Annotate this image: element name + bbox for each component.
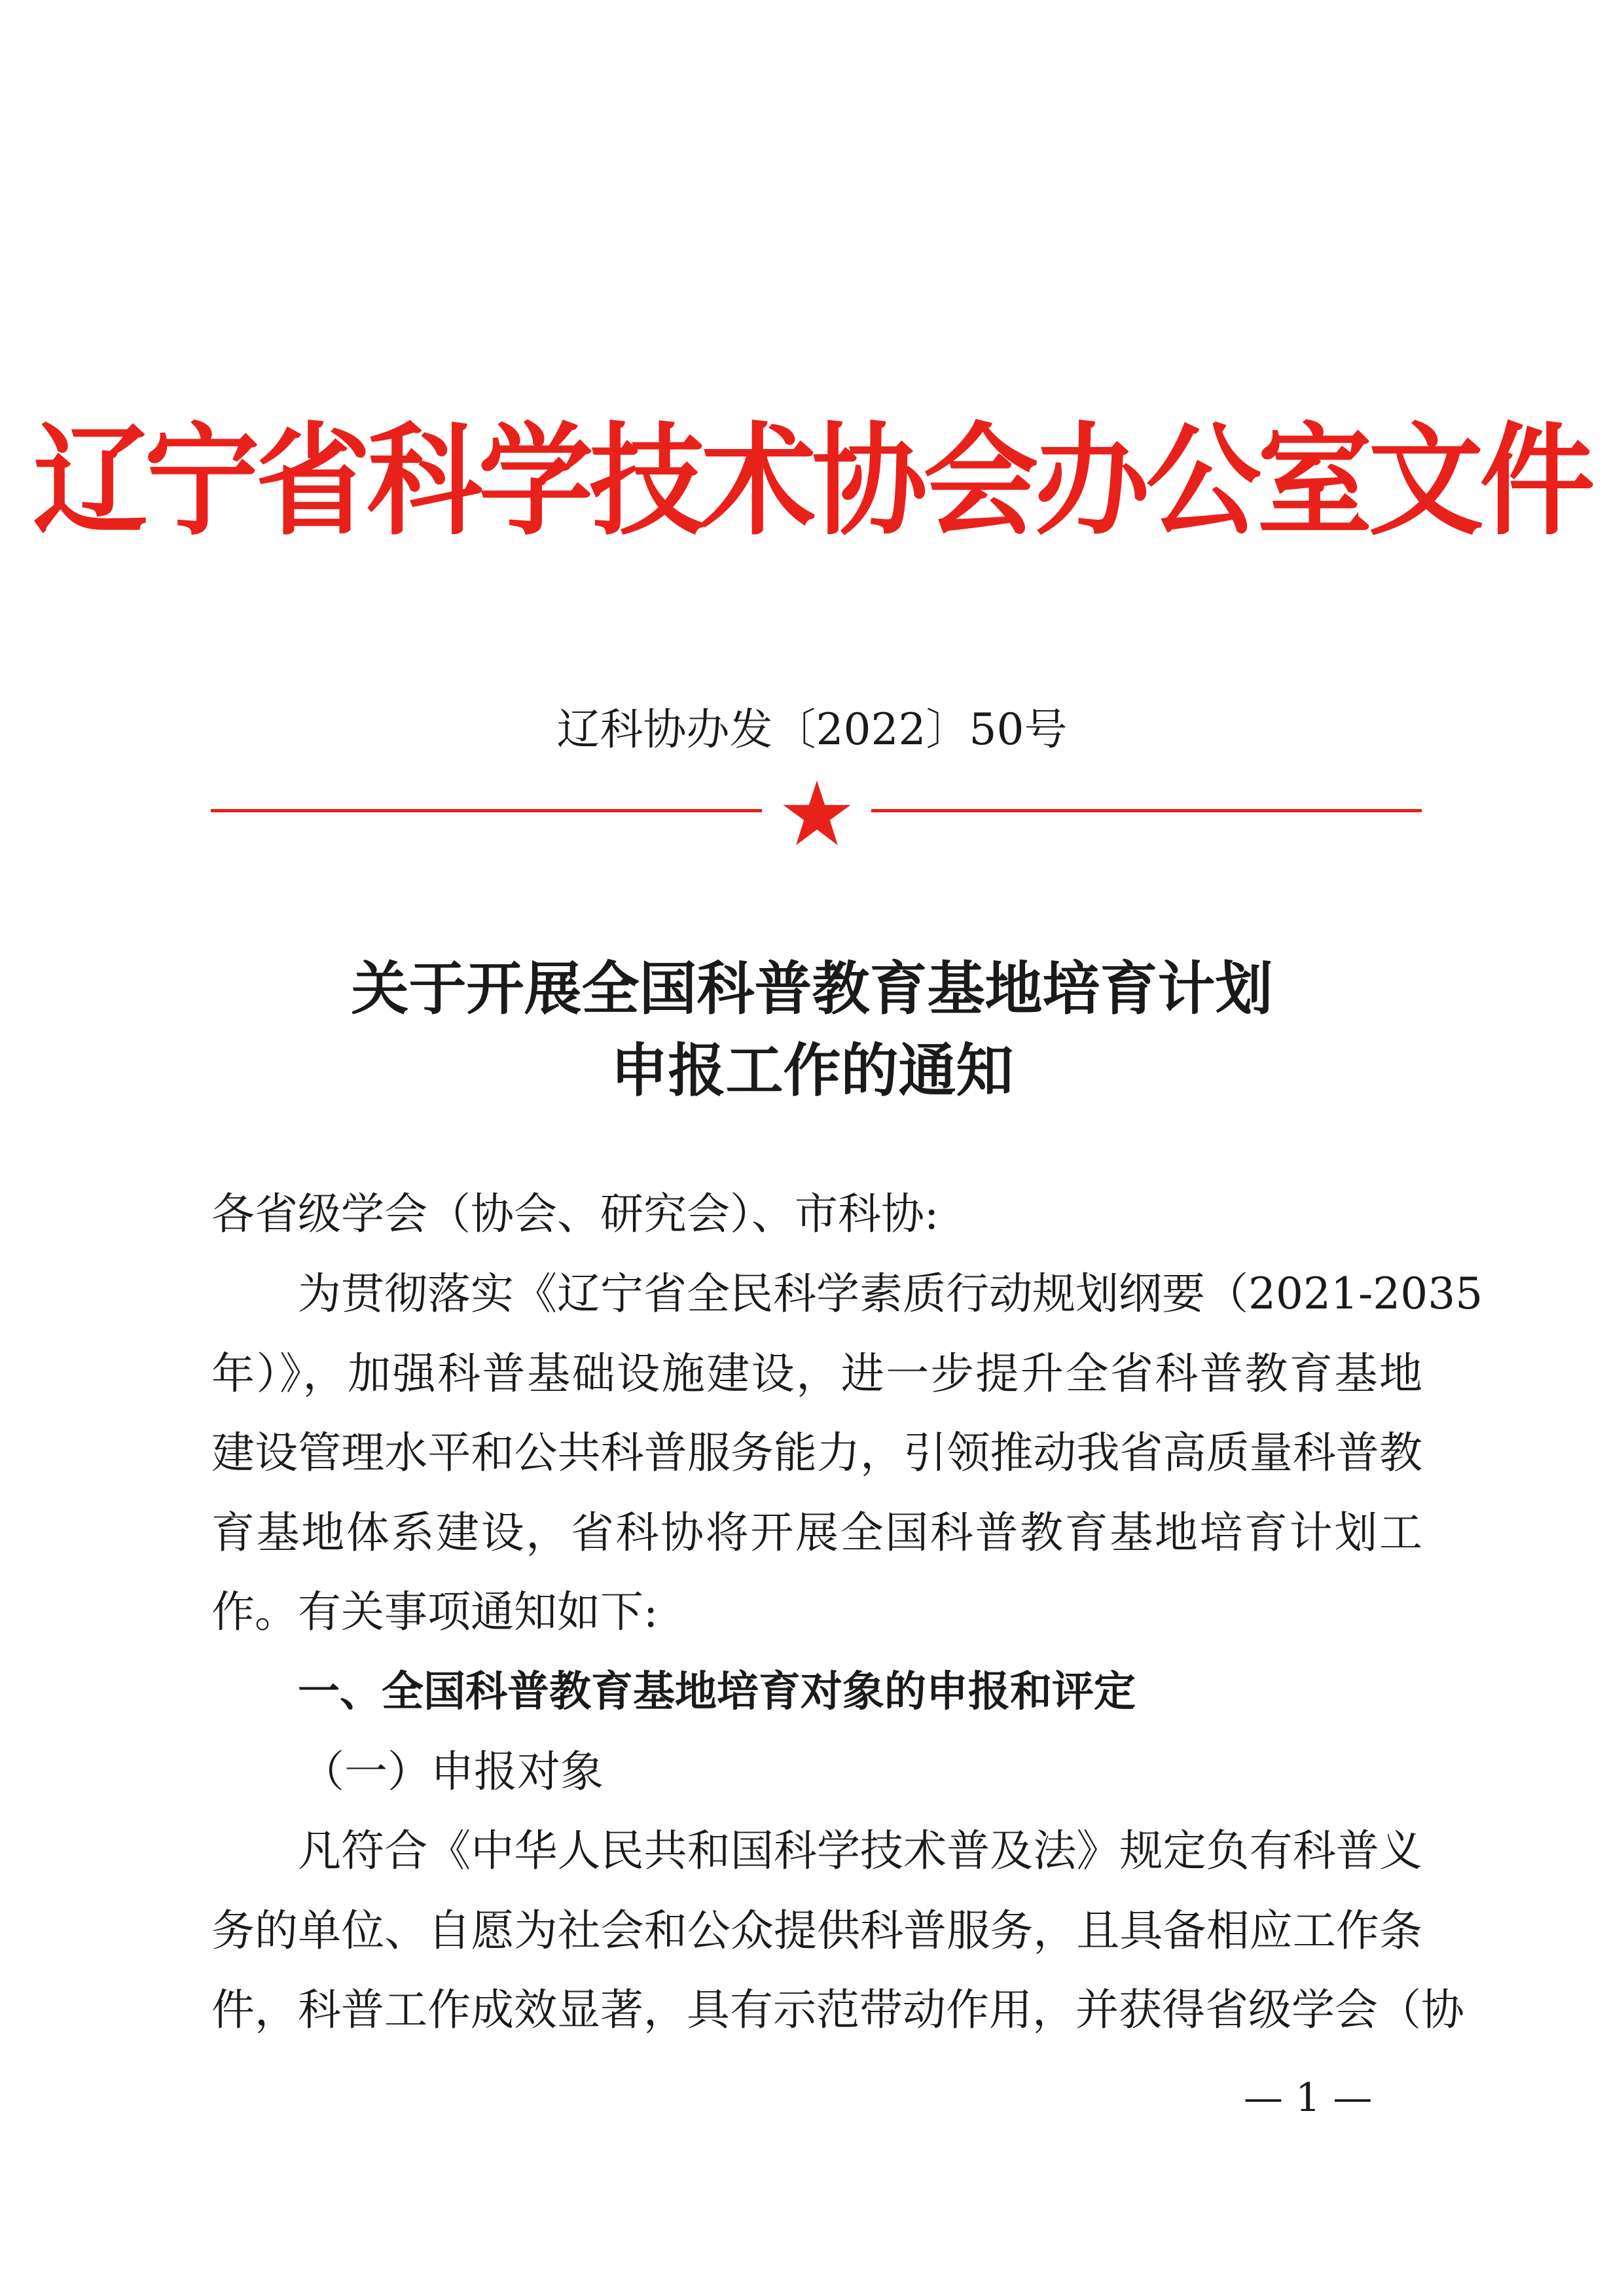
paragraph-line: 务的单位、自愿为社会和公众提供科普服务，且具备相应工作条	[211, 1905, 1422, 1956]
red-divider-right	[871, 809, 1422, 812]
red-star-icon	[781, 778, 853, 850]
notice-title-line2: 申报工作的通知	[610, 1036, 1014, 1104]
paragraph-line: 件，科普工作成效显著，具有示范带动作用，并获得省级学会（协	[211, 1985, 1464, 2035]
paragraph-line: 作。有关事项通知如下:	[211, 1587, 659, 1637]
subsection-heading: （一）申报对象	[301, 1746, 604, 1797]
paragraph-line: 育基地体系建设，省科协将开展全国科普教育基地培育计划工	[211, 1507, 1422, 1558]
section-heading: 一、全国科普教育基地培育对象的申报和评定	[298, 1668, 1136, 1716]
page-number: — 1 —	[1244, 2075, 1373, 2121]
notice-title-line1: 关于开展全国科普教育基地培育计划	[351, 954, 1273, 1022]
salutation: 各省级学会（协会、研究会）、市科协:	[211, 1189, 939, 1239]
document-number: 辽科协办发〔2022〕50号	[556, 704, 1068, 755]
issuing-org-header: 辽宁省科学技术协会办公室文件	[33, 409, 1591, 552]
red-divider-left	[211, 809, 762, 812]
paragraph-line: 凡符合《中华人民共和国科学技术普及法》规定负有科普义	[298, 1826, 1422, 1876]
paragraph-line: 年）》，加强科普基础设施建设，进一步提升全省科普教育基地	[211, 1348, 1422, 1399]
paragraph-line: 为贯彻落实《辽宁省全民科学素质行动规划纲要（2021-2035	[298, 1269, 1483, 1319]
paragraph-line: 建设管理水平和公共科普服务能力，引领推动我省高质量科普教	[211, 1428, 1422, 1478]
